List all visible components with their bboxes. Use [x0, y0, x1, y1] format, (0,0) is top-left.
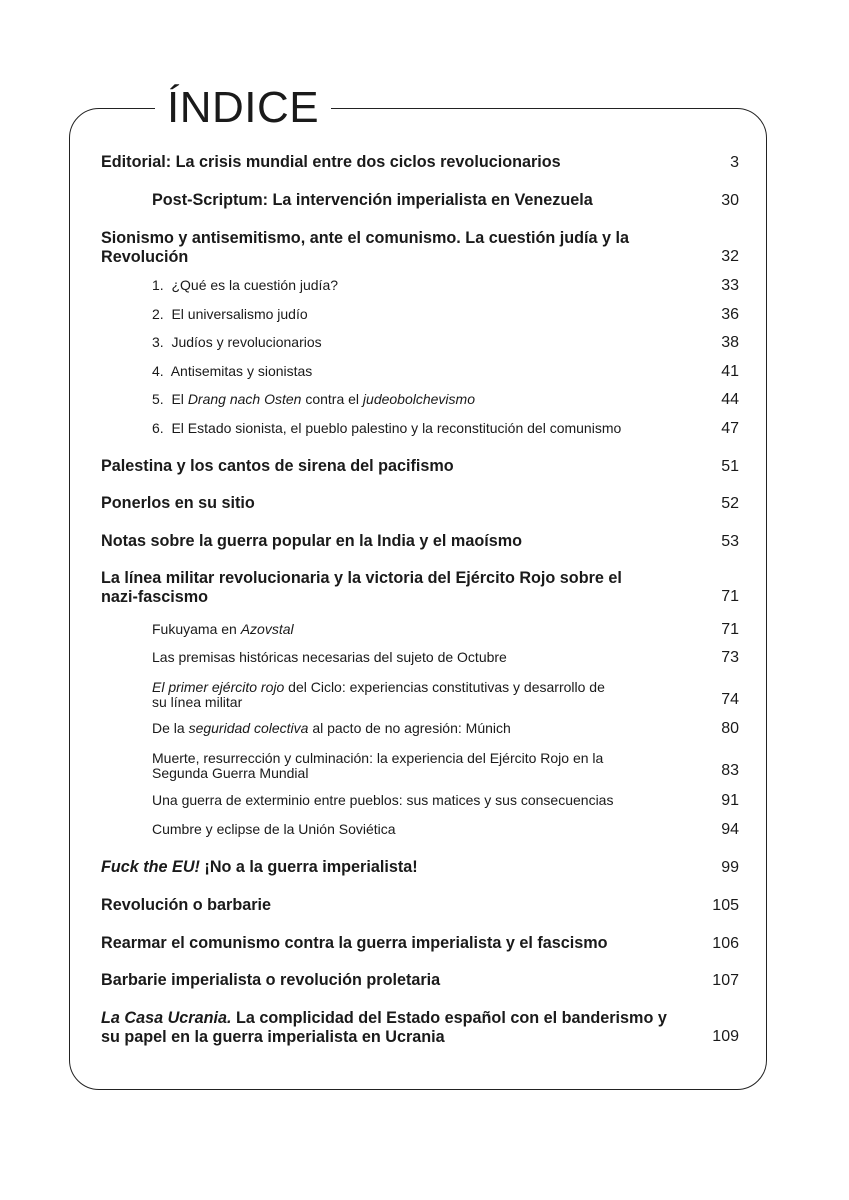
toc-subentry[interactable]: [152, 335, 739, 353]
toc-subentry-title: [152, 335, 322, 350]
toc-subentry-title: Una guerra de exterminio entre pueblos: sus matices y sus consecuencias: [152, 792, 614, 808]
toc-subentry-text: ¿Qué es la cuestión judía?: [171, 277, 339, 293]
toc-subentry[interactable]: [152, 307, 739, 325]
toc-subentry-text: El Estado sionista, el pueblo palestino y la reconstitución del comunismo: [171, 420, 622, 436]
toc-entry-page: 80: [721, 720, 739, 737]
toc-entry-barbarie-imperialista[interactable]: [101, 971, 739, 991]
toc-entry-page: 105: [712, 897, 739, 914]
toc-subentry-number: 4.: [152, 363, 164, 379]
toc-entry-rearmar[interactable]: [101, 934, 739, 954]
toc-subentry-text: al pacto de no agresión: Múnich: [308, 720, 511, 736]
toc-subentry-title: [152, 751, 603, 781]
toc-subentry-title: [152, 680, 605, 710]
toc-entry-title: Ponerlos en su sitio: [101, 494, 255, 512]
toc-entry-title: Revolución o barbarie: [101, 896, 272, 914]
toc-subentry-title: [152, 278, 338, 293]
toc-entry-page: 38: [721, 334, 739, 351]
toc-entry-page: 91: [721, 792, 739, 809]
toc-entry-title-line1: Sionismo y antisemitismo, ante el comunismo. La cuestión judía y la: [101, 229, 630, 247]
toc-entry-page: 94: [721, 821, 739, 838]
toc-entry-page: 83: [721, 762, 739, 779]
toc-subentry[interactable]: [152, 278, 739, 296]
toc-entry-page: 33: [721, 277, 739, 294]
toc-entry-page: 3: [730, 154, 739, 171]
toc-entry-page: 109: [712, 1028, 739, 1045]
toc-subentry-title: Cumbre y eclipse de la Unión Soviética: [152, 821, 396, 837]
toc-entry-italic: La Casa Ucrania.: [101, 1009, 232, 1027]
toc-subentry[interactable]: [152, 822, 739, 840]
toc-subentry-text: contra el: [301, 391, 363, 407]
toc-entry-page: 71: [721, 621, 739, 638]
toc-entry-text: su papel en la guerra imperialista en Ucrania: [101, 1028, 445, 1046]
toc-subentry-number: 5.: [152, 391, 164, 407]
toc-subentry[interactable]: [152, 680, 739, 710]
toc-entry-page: 32: [721, 248, 739, 265]
toc-entry-title-line2: nazi-fascismo: [101, 588, 209, 606]
toc-subentry-italic: Azovstal: [240, 621, 294, 637]
toc-subentry-italic: El primer ejército rojo: [152, 679, 285, 695]
toc-subentry-title: [152, 364, 312, 379]
toc-subentry-text: del Ciclo: experiencias constitutivas y desarrollo de: [284, 679, 605, 695]
toc-entry-page: 99: [721, 859, 739, 876]
toc-subentry-number: 2.: [152, 306, 164, 322]
toc-entry-title-line1: La línea militar revolucionaria y la victoria del Ejército Rojo sobre el: [101, 569, 622, 587]
toc-entry-casa-ucrania[interactable]: [101, 1009, 739, 1047]
toc-entry-page: 51: [721, 458, 739, 475]
toc-subentry-number: 6.: [152, 420, 164, 436]
toc-entry-page: 107: [712, 972, 739, 989]
toc-subentry-text: su línea militar: [152, 694, 243, 710]
toc-subentry-text: El: [171, 391, 188, 407]
toc-entry-editorial[interactable]: [101, 153, 739, 173]
toc-entry-title: [101, 1009, 667, 1047]
toc-subentry-text: El universalismo judío: [171, 306, 308, 322]
toc-entry-text: ¡No a la guerra imperialista!: [199, 858, 418, 876]
toc-subentry-italic: Drang nach Osten: [187, 391, 302, 407]
toc-entry-page: 36: [721, 306, 739, 323]
toc-subentry-text: Muerte, resurrección y culminación: la experiencia del Ejército Rojo en la: [152, 750, 604, 766]
toc-entry-italic: Fuck the EU!: [101, 858, 200, 876]
toc-entry-title: Notas sobre la guerra popular en la India y el maoísmo: [101, 532, 522, 550]
toc-subentry[interactable]: [152, 793, 739, 811]
toc-subentry-title: [152, 721, 511, 736]
toc-entry-linea-militar[interactable]: [101, 569, 739, 607]
toc-subentry-text: Judíos y revolucionarios: [171, 334, 322, 350]
toc-entry-fuck-the-eu[interactable]: [101, 858, 739, 878]
toc-subentry[interactable]: [152, 622, 739, 640]
toc-subentry[interactable]: [152, 721, 739, 739]
toc-entry-page: 30: [721, 192, 739, 209]
toc-entry-palestina[interactable]: [101, 457, 739, 477]
toc-subentry[interactable]: [152, 650, 739, 668]
toc-entry-post-scriptum[interactable]: [101, 191, 739, 211]
toc-subentry-title: [152, 307, 308, 322]
toc-subentry-number: 1.: [152, 277, 164, 293]
toc-entry-title: Editorial: La crisis mundial entre dos ciclos revolucionarios: [101, 153, 561, 171]
toc-entry-title: Rearmar el comunismo contra la guerra imperialista y el fascismo: [101, 934, 608, 952]
toc-subentry[interactable]: [152, 421, 739, 439]
toc-entry-title: Palestina y los cantos de sirena del pacifismo: [101, 457, 454, 475]
toc-subentry-title: [152, 421, 621, 436]
toc-subentry[interactable]: [152, 392, 739, 410]
toc-subentry-title: Las premisas históricas necesarias del sujeto de Octubre: [152, 649, 507, 665]
toc-subentry[interactable]: [152, 751, 739, 781]
toc-subentry-text: Segunda Guerra Mundial: [152, 765, 309, 781]
toc-entry-page: 47: [721, 420, 739, 437]
toc-entry-ponerlos[interactable]: [101, 494, 739, 514]
toc-entry-title-line2: Revolución: [101, 248, 189, 266]
toc-subentry-text: Fukuyama en: [152, 621, 241, 637]
toc-entry-revolucion-o-barbarie[interactable]: [101, 896, 739, 916]
toc-entry-page: 73: [721, 649, 739, 666]
toc-entry-page: 106: [712, 935, 739, 952]
toc-subentry[interactable]: [152, 364, 739, 382]
toc-subentry-title: [152, 622, 294, 637]
toc-entry-page: 52: [721, 495, 739, 512]
toc-entry-title: [101, 858, 418, 877]
page-title: ÍNDICE: [155, 82, 331, 134]
toc-subentry-title: [152, 392, 475, 407]
toc-entry-page: 53: [721, 533, 739, 550]
toc-entry-sionismo[interactable]: [101, 229, 739, 267]
toc-entry-title: Post-Scriptum: La intervención imperialista en Venezuela: [152, 191, 593, 209]
toc-entry-page: 71: [721, 588, 739, 605]
toc-entry-notas[interactable]: [101, 532, 739, 552]
toc-entry-text: La complicidad del Estado español con el banderismo y: [231, 1009, 667, 1027]
toc-subentry-italic: judeobolchevismo: [362, 391, 475, 407]
toc-entry-title: [101, 569, 622, 607]
toc-subentry-italic: seguridad colectiva: [188, 720, 309, 736]
toc-entry-title: Barbarie imperialista o revolución proletaria: [101, 971, 441, 989]
toc-entry-title: [101, 229, 629, 267]
toc-subentry-text: De la: [152, 720, 189, 736]
toc-subentry-number: 3.: [152, 334, 164, 350]
toc-subentry-text: Antisemitas y sionistas: [170, 363, 313, 379]
toc-entry-page: 41: [721, 363, 739, 380]
toc-entry-page: 44: [721, 391, 739, 408]
toc-entry-page: 74: [721, 691, 739, 708]
